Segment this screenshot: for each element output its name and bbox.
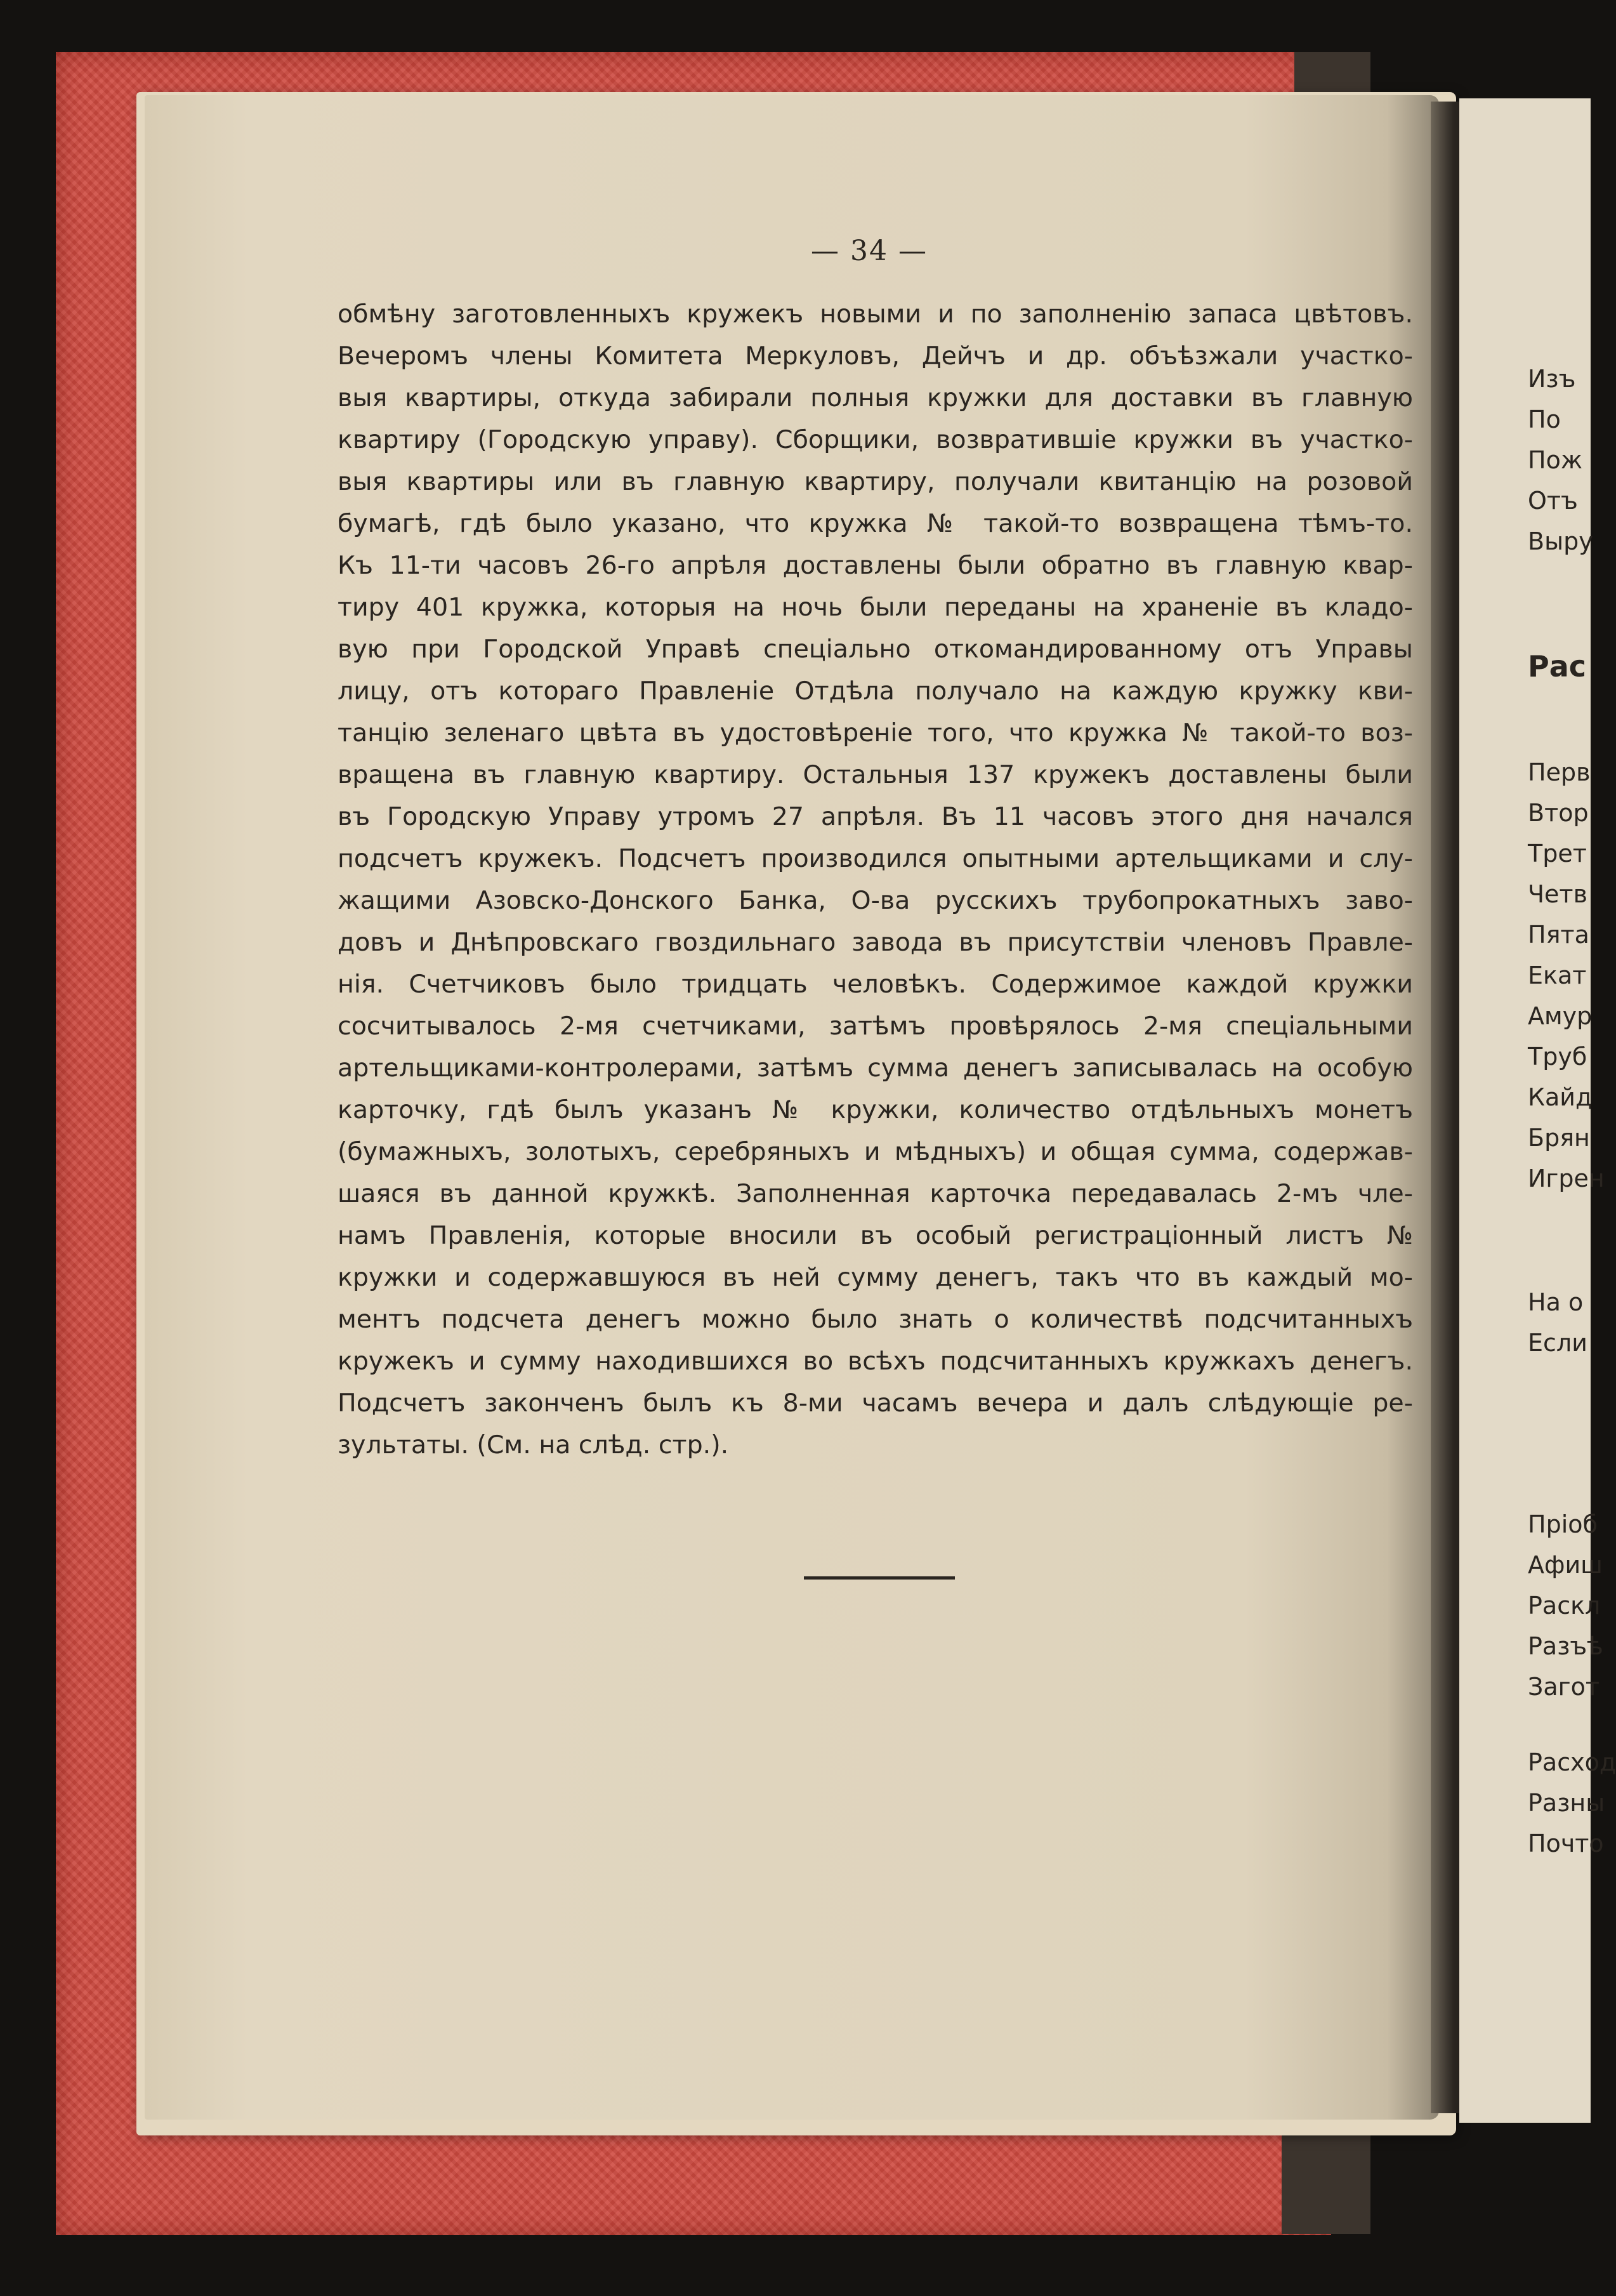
text-line: лицу, отъ котораго Правленіе Отдѣла получало на каждую кружку кви- [338, 676, 1413, 706]
right-page-fragment: Выру [1528, 527, 1593, 555]
right-page-fragment: Труб [1528, 1043, 1587, 1071]
body-text [338, 293, 1413, 1466]
right-page-fragment: По [1528, 406, 1561, 433]
text-line: тиру 401 кружка, которыя на ночь были переданы на храненіе въ кладо- [338, 593, 1413, 622]
right-page-fragment: Екат [1528, 961, 1587, 989]
text-line: кружекъ и сумму находившихся во всѣхъ подсчитанныхъ кружкахъ денегъ. [338, 1347, 1413, 1376]
right-page-heading: Рас [1528, 649, 1587, 683]
right-page-fragment: Разны [1528, 1789, 1605, 1817]
right-page-fragment: Если [1528, 1329, 1587, 1357]
right-page-fragment: На о [1528, 1288, 1584, 1316]
text-line: зультаты. (См. на слѣд. стр.). [338, 1430, 729, 1460]
right-page-fragment: Расход [1528, 1748, 1616, 1776]
right-page-fragment: Кайд [1528, 1083, 1593, 1111]
right-page-fragment: Разъѣ [1528, 1632, 1603, 1660]
page-number: — 34 — [811, 235, 928, 267]
text-line: (бумажныхъ, золотыхъ, серебряныхъ и мѣдныхъ) и общая сумма, содержав- [338, 1137, 1413, 1166]
text-line: вращена въ главную квартиру. Остальныя 137 кружекъ доставлены были [338, 760, 1413, 789]
right-page-fragment: Раскл [1528, 1592, 1601, 1620]
right-page-fragment: Отъ [1528, 487, 1578, 515]
text-line: квартиру (Городскую управу). Сборщики, возвратившіе кружки въ участко- [338, 425, 1413, 454]
text-line: карточку, гдѣ былъ указанъ № кружки, количество отдѣльныхъ монетъ [338, 1095, 1413, 1125]
text-line: обмѣну заготовленныхъ кружекъ новыми и по заполненію запаса цвѣтовъ. [338, 300, 1413, 329]
right-page-fragment: Четв [1528, 880, 1587, 908]
right-page-fragment: Изъ [1528, 365, 1576, 393]
right-page-fragment: Втор [1528, 799, 1589, 827]
section-divider [804, 1576, 955, 1580]
right-page-fragment: Пож [1528, 446, 1583, 474]
text-line: бумагѣ, гдѣ было указано, что кружка № такой-то возвращена тѣмъ-то. [338, 509, 1413, 538]
text-line: намъ Правленія, которые вносили въ особый регистраціонный листъ № [338, 1221, 1413, 1250]
right-page [1459, 98, 1616, 2123]
text-line: нія. Счетчиковъ было тридцать человѣкъ. Содержимое каждой кружки [338, 970, 1413, 999]
text-line: артельщиками-контролерами, затѣмъ сумма денегъ записывалась на особую [338, 1053, 1413, 1083]
text-line: подсчетъ кружекъ. Подсчетъ производился опытными артельщиками и слу- [338, 844, 1413, 873]
text-line: Подсчетъ законченъ былъ къ 8-ми часамъ вечера и далъ слѣдующіе ре- [338, 1389, 1413, 1418]
text-line: выя квартиры, откуда забирали полныя кружки для доставки въ главную [338, 383, 1413, 412]
text-line: жащими Азовско-Донского Банка, О-ва русскихъ трубопрокатныхъ заво- [338, 886, 1413, 915]
text-line: въ Городскую Управу утромъ 27 апрѣля. Въ 11 часовъ этого дня начался [338, 802, 1413, 831]
text-line: Къ 11-ти часовъ 26-го апрѣля доставлены были обратно въ главную квар- [338, 551, 1413, 580]
right-page-fragment: Почто [1528, 1830, 1604, 1857]
right-page-fragment: Пріоб [1528, 1510, 1598, 1538]
right-page-fragment: Пята [1528, 921, 1589, 949]
right-page-fragment: Амур [1528, 1002, 1593, 1030]
text-line: кружки и содержавшуюся въ ней сумму денегъ, такъ что въ каждый мо- [338, 1263, 1413, 1292]
right-page-fragment: Брян [1528, 1124, 1590, 1152]
right-page-fragment: Загот [1528, 1673, 1600, 1701]
text-line: Вечеромъ члены Комитета Меркуловъ, Дейчъ и др. объѣзжали участко- [338, 341, 1413, 371]
right-page-fragment: Перв [1528, 758, 1591, 786]
right-page-fragment: Афиш [1528, 1551, 1603, 1579]
text-line: довъ и Днѣпровскаго гвоздильнаго завода въ присутствіи членовъ Правле- [338, 928, 1413, 957]
text-line: вую при Городской Управѣ спеціально откомандированному отъ Управы [338, 635, 1413, 664]
text-line: танцію зеленаго цвѣта въ удостовѣреніе того, что кружка № такой-то воз- [338, 718, 1413, 748]
right-page-fragment: Игрен [1528, 1164, 1605, 1192]
text-line: ментъ подсчета денегъ можно было знать о количествѣ подсчитанныхъ [338, 1305, 1413, 1334]
text-line: выя квартиры или въ главную квартиру, получали квитанцію на розовой [338, 467, 1413, 496]
right-page-fragment: Трет [1528, 840, 1587, 868]
text-line: сосчитывалось 2-мя счетчиками, затѣмъ провѣрялось 2-мя спеціальными [338, 1012, 1413, 1041]
text-line: шаяся въ данной кружкѣ. Заполненная карточка передавалась 2-мъ чле- [338, 1179, 1413, 1208]
